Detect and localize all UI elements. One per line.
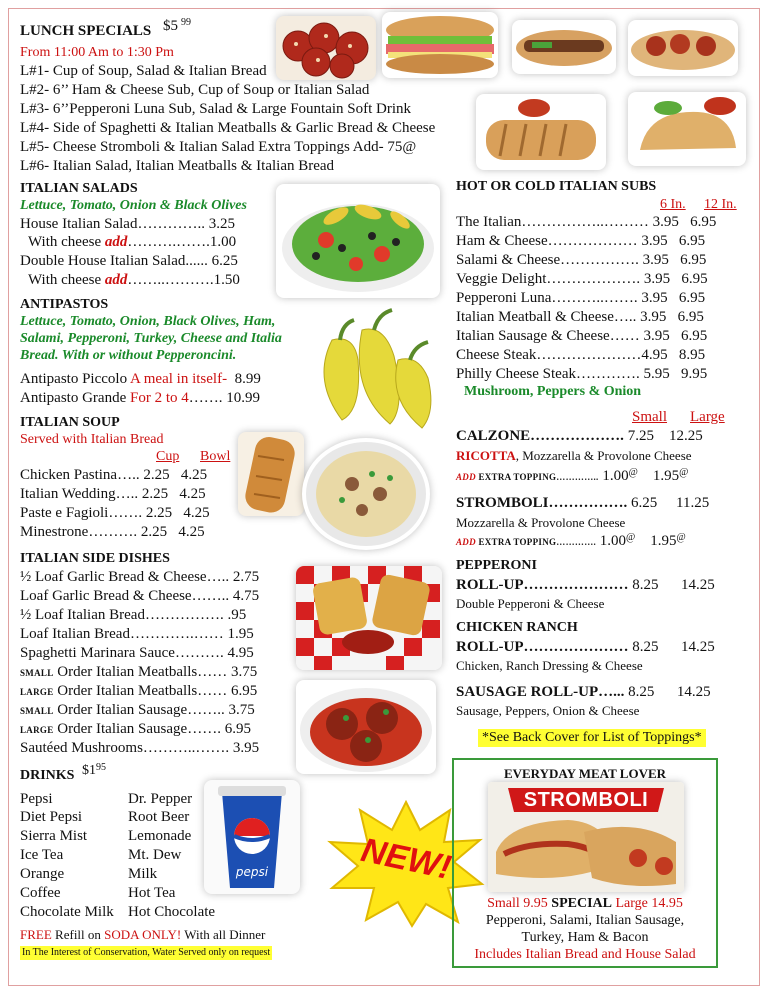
salad-row: With cheese add……….…….1.00 <box>28 234 237 250</box>
soup-title: ITALIAN SOUP <box>20 415 120 430</box>
sub-row: The Italian……………..……… 3.95 6.95 <box>456 214 717 230</box>
stromboli-banner: STROMBOLI <box>523 789 649 811</box>
drink-item: Orange <box>20 866 65 882</box>
pepperoni-roll-title: PEPPERONI <box>456 558 537 573</box>
lunch-item: L#2- 6’’ Ham & Cheese Sub, Cup of Soup or Italian Salad <box>20 82 370 98</box>
drink-item: Pepsi <box>20 791 53 807</box>
antipastos-desc: Salami, Pepperoni, Turkey, Cheese and Italia <box>20 331 282 346</box>
lunch-item: L#1- Cup of Soup, Salad & Italian Bread <box>20 63 267 79</box>
sides-title: ITALIAN SIDE DISHES <box>20 551 170 566</box>
drinks-price: $\$1^{95}$ <box>81 762 106 778</box>
antipasto-row: Antipasto Piccolo A meal in itself- 8.99 <box>20 371 261 387</box>
drink-item: Lemonade <box>128 828 192 844</box>
drink-item: Chocolate Milk <box>20 904 114 920</box>
salad-row: With cheese add……..……….1.50 <box>28 272 240 288</box>
subs-col-12: 12 In. <box>704 197 737 212</box>
side-row: Loaf Garlic Bread & Cheese…….. 4.75 <box>20 588 260 604</box>
meat-lover-includes: Includes Italian Bread and House Salad <box>474 947 696 962</box>
drink-item: Dr. Pepper <box>128 791 193 807</box>
soup-subtitle: Served with Italian Bread <box>20 432 164 447</box>
soup-photo <box>302 438 430 550</box>
drink-item: Sierra Mist <box>20 828 88 844</box>
new-badge-text: NEW! <box>357 831 455 888</box>
sub-row: Pepperoni Luna………..……. 3.95 6.95 <box>456 290 706 306</box>
sub-row: Ham & Cheese……………… 3.95 6.95 <box>456 233 706 249</box>
sub-row: Italian Sausage & Cheese…… 3.95 6.95 <box>456 328 708 344</box>
side-row: Spaghetti Marinara Sauce………. 4.95 <box>20 645 254 661</box>
subs-note: Mushroom, Peppers & Onion <box>464 384 642 399</box>
antipastos-desc: Lettuce, Tomato, Onion, Black Olives, Ham, <box>20 314 276 329</box>
stromboli-add-topping: ADD EXTRA TOPPING…………. 1.00@ 1.95@ <box>456 532 686 549</box>
water-note: In The Interest of Conservation, Water Served only on request <box>22 947 271 958</box>
stromboli-desc: Mozzarella & Provolone Cheese <box>456 515 626 530</box>
pepperoni-photo <box>276 16 376 80</box>
sub-row: Philly Cheese Steak…………. 5.95 9.95 <box>456 366 708 382</box>
subs-title: HOT OR COLD ITALIAN SUBS <box>456 179 657 194</box>
soup-row: Italian Wedding….. 2.25 4.25 <box>20 486 206 502</box>
lunch-item: L#4- Side of Spaghetti & Italian Meatballs & Garlic Bread & Cheese <box>20 120 436 136</box>
drink-item: Root Beer <box>128 809 190 825</box>
meat-lover-desc: Turkey, Ham & Bacon <box>521 930 649 945</box>
lunch-hours: From 11:00 Am to 1:30 Pm <box>20 45 174 60</box>
stromboli-photo-top <box>476 94 606 170</box>
drinks-title: DRINKS $\$1^{95}$ <box>20 762 106 783</box>
side-row: ½ Loaf Italian Bread……………. .95 <box>20 607 247 623</box>
meatball-sub-photo <box>628 20 738 76</box>
salads-title: ITALIAN SALADS <box>20 181 138 196</box>
meatballs-photo <box>296 680 436 774</box>
drink-item: Mt. Dew <box>128 847 182 863</box>
ham-sub-photo <box>382 12 498 78</box>
bread-photo <box>238 432 304 516</box>
drink-item: Hot Chocolate <box>128 904 216 920</box>
chicken-roll-desc: Chicken, Ranch Dressing & Cheese <box>456 658 643 673</box>
stromboli-row: STROMBOLI……………. 6.25 11.25 <box>456 495 710 511</box>
sub-row: Italian Meatball & Cheese….. 3.95 6.95 <box>456 309 704 325</box>
pepperoncini-photo <box>302 300 442 436</box>
salads-subtitle: Lettuce, Tomato, Onion & Black Olives <box>20 198 247 213</box>
soup-col-bowl: Bowl <box>200 449 231 464</box>
soup-row: Paste e Fagioli……. 2.25 4.25 <box>20 505 210 521</box>
pepperoni-roll-desc: Double Pepperoni & Cheese <box>456 596 605 611</box>
lunch-price: $5 $^{99}$ <box>163 17 192 34</box>
side-row: SMALL Order Italian Sausage…….. 3.75 <box>20 702 255 718</box>
salad-row: Double House Italian Salad...... 6.25 <box>20 253 238 269</box>
soup-row: Minestrone………. 2.25 4.25 <box>20 524 205 540</box>
calzone-row: CALZONE………………. 7.25 12.25 <box>456 428 703 444</box>
side-row: LARGE Order Italian Meatballs…… 6.95 <box>20 683 258 699</box>
refill-note: FREE Refill on SODA ONLY! With all Dinner <box>20 927 266 942</box>
drink-item: Diet Pepsi <box>20 809 83 825</box>
lunch-item: L#6- Italian Salad, Italian Meatballs & Italian Bread <box>20 158 335 174</box>
subs-col-6: 6 In. <box>660 197 686 212</box>
pepperoni-roll-row: ROLL-UP………………… 8.25 14.25 <box>456 577 715 593</box>
lunch-item: L#5- Cheese Stromboli & Italian Salad Extra Toppings Add- 75@ <box>20 139 417 155</box>
salad-photo <box>276 184 440 298</box>
sub-row: Cheese Steak…………………4.95 8.95 <box>456 347 706 363</box>
pepsi-cup-photo <box>204 780 300 894</box>
drink-item: Milk <box>128 866 158 882</box>
chicken-roll-row: ROLL-UP………………… 8.25 14.25 <box>456 639 715 655</box>
meat-lover-price: Small 9.95 SPECIAL Large 14.95 <box>487 896 683 911</box>
side-row: Sautéed Mushrooms………..……. 3.95 <box>20 740 260 756</box>
calzone-desc: RICOTTA, Mozzarella & Provolone Cheese <box>456 448 692 463</box>
side-row: ½ Loaf Garlic Bread & Cheese….. 2.75 <box>20 569 260 585</box>
sub-row: Veggie Delight………………. 3.95 6.95 <box>456 271 708 287</box>
soup-row: Chicken Pastina….. 2.25 4.25 <box>20 467 208 483</box>
chicken-roll-title: CHICKEN RANCH <box>456 620 578 635</box>
calzone-add-topping: ADD EXTRA TOPPING………….. 1.00@ 1.95@ <box>456 467 689 484</box>
side-row: Loaf Italian Bread………….…… 1.95 <box>20 626 254 642</box>
col-large: Large <box>690 409 725 425</box>
col-small: Small <box>632 409 668 425</box>
pepsi-logo-text: pepsi <box>235 865 269 879</box>
sub-row: Salami & Cheese……………. 3.95 6.95 <box>456 252 707 268</box>
garlic-bread-photo <box>296 566 442 670</box>
antipastos-desc: Bread. With or without Pepperoncini. <box>20 348 237 363</box>
drink-item: Coffee <box>20 885 61 901</box>
salad-row: House Italian Salad………….. 3.25 <box>20 216 235 232</box>
toppings-note: *See Back Cover for List of Toppings* <box>478 729 706 747</box>
lunch-item: L#3- 6’’Pepperoni Luna Sub, Salad & Large Fountain Soft Drink <box>20 101 412 117</box>
side-row: LARGE Order Italian Sausage……. 6.95 <box>20 721 251 737</box>
side-row: SMALL Order Italian Meatballs…… 3.75 <box>20 664 258 680</box>
calzone-photo <box>628 92 746 166</box>
meat-lover-title: EVERYDAY MEAT LOVER <box>503 766 667 781</box>
drink-item: Hot Tea <box>128 885 176 901</box>
lunch-title: LUNCH SPECIALS $5 $^{99}$ <box>20 17 192 39</box>
antipasto-row: Antipasto Grande For 2 to 4……. 10.99 <box>20 390 260 406</box>
meat-lover-photo <box>488 782 684 892</box>
meat-lover-desc: Pepperoni, Salami, Italian Sausage, <box>485 913 685 928</box>
steak-sub-photo <box>512 20 616 74</box>
sausage-roll-row: SAUSAGE ROLL-UP…... 8.25 14.25 <box>456 684 711 700</box>
sausage-roll-desc: Sausage, Peppers, Onion & Cheese <box>456 703 640 718</box>
soup-col-cup: Cup <box>156 449 180 464</box>
antipastos-title: ANTIPASTOS <box>20 297 109 312</box>
drink-item: Ice Tea <box>20 847 64 863</box>
